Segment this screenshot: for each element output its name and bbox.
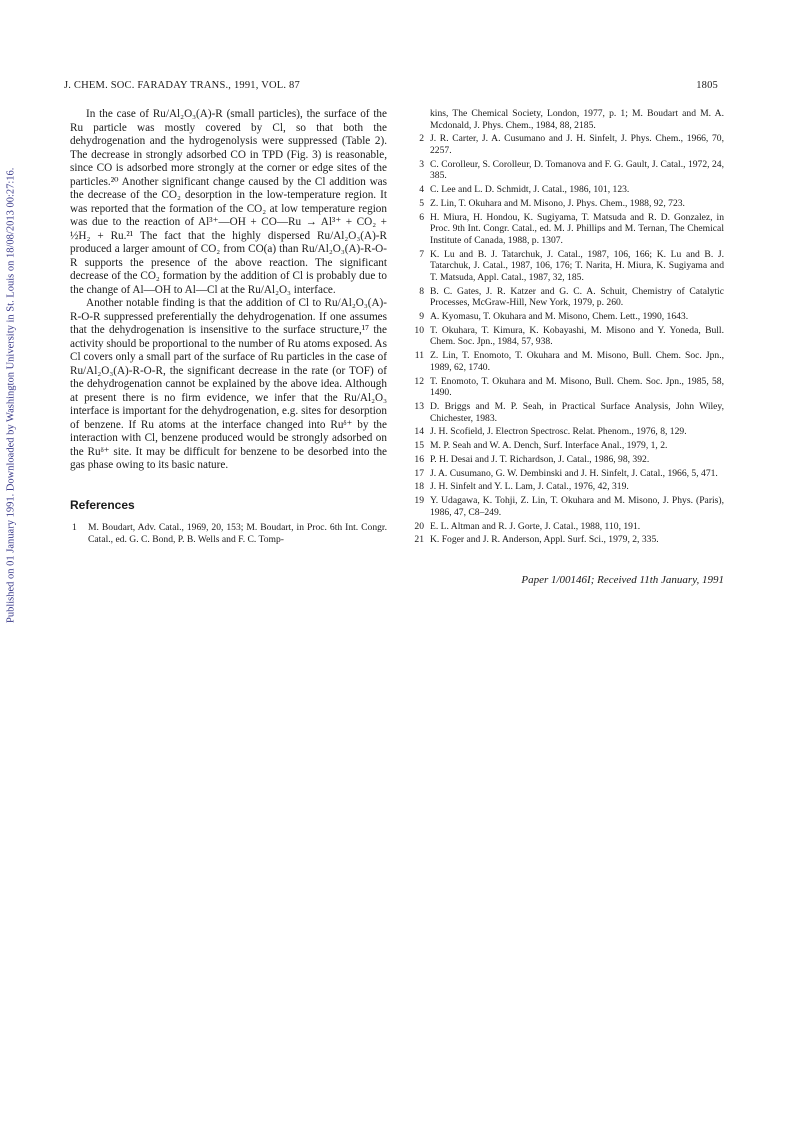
reference-item [408,108,724,131]
reference-item [408,184,724,196]
left-column [70,108,387,547]
reference-text: T. Enomoto, T. Okuhara and M. Misono, Bull. Chem. Soc. Jpn., 1985, 58, 1490. [430,375,724,399]
reference-item [408,495,724,518]
reference-number: 15 [414,440,424,452]
reference-number: 10 [414,324,424,336]
reference-item [408,249,724,284]
download-watermark: Published on 01 January 1991. Downloaded by Washington University in St. Louis on 18/08/2013 00:27:16. [5,167,17,623]
reference-text: T. Okuhara, T. Kimura, K. Kobayashi, M. Misono and Y. Yoneda, Bull. Chem. Soc. Jpn., 1984, 57, 938. [430,324,724,348]
reference-text: P. H. Desai and J. T. Richardson, J. Catal., 1986, 98, 392. [430,453,650,465]
references-heading: References [70,497,135,512]
reference-item [408,350,724,373]
reference-list-left [70,522,387,545]
body-paragraph: Another notable finding is that the addition of Cl to Ru/Al₂O₃(A)-R-O-R suppressed preferentially the dehydrogenation. If one assumes that the dehydrogenation is insensitive to the surface structure,¹⁷ the activity should be proportional to the number of Ru atoms exposed. As Cl covers only a small part of the surface of Ru particles in the case of Ru/Al₂O₃(A)-R-O-R, the significant decrease in the rate (or TOF) of the dehydrogenation cannot be explained by the above idea. Although at present there is no firm evidence, we infer that the Ru/Al₂O₃ interface is important for the dehydrogenation, e.g. sites for desorption of benzene. If Ru atoms at the interface changed into Ruᵟ⁺ by the interaction with Cl, benzene produced would be strongly adsorbed on the Ruᵟ⁺ site. It may be difficult for benzene to be desorbed into the gas phase owing to its basic nature. [70,297,387,471]
reference-text: C. Lee and L. D. Schmidt, J. Catal., 1986, 101, 123. [430,184,630,196]
body-paragraph: In the case of Ru/Al₂O₃(A)-R (small particles), the surface of the Ru particle was mostly covered by Cl, so that both the dehydrogenation and the hydrogenolysis were suppressed (Table 2). The decrease in strongly adsorbed CO in TPD (Fig. 3) is reasonable, since CO is adsorbed more strongly at the corner or edge sites of the particles.²⁰ Another significant change caused by the Cl addition was the decrease of the CO₂ desorption in the low-temperature region. It was reported that the formation of the CO₂ at low temperature region was due to the reaction of Al³⁺—OH + CO—Ru → Al³⁺ + CO₂ + ½H₂ + Ru.²¹ The fact that the highly dispersed Ru/Al₂O₃(A)-R produced a larger amount of CO₂ from CO(a) than Ru/Al₂O₃(A)-R-O-R supports the presence of the above reaction. The significant decrease of the CO₂ formation by the addition of Cl is probably due to the change of Al—OH to Al—Cl at the Ru/Al₂O₃ interface. [70,108,387,296]
reference-text: Z. Lin, T. Enomoto, T. Okuhara and M. Misono, Bull. Chem. Soc. Jpn., 1989, 62, 1740. [430,350,724,373]
reference-item [408,311,724,323]
reference-item [408,440,724,452]
reference-number: 16 [414,453,424,465]
reference-item [70,522,387,545]
reference-item [408,376,724,399]
reference-item [408,198,724,210]
reference-text: kins, The Chemical Society, London, 1977, p. 1; M. Boudart and M. A. Mcdonald, J. Phys. Chem., 1984, 88, 2185. [430,108,724,131]
reference-item [408,212,724,247]
reference-text: J. H. Scofield, J. Electron Spectrosc. Relat. Phenom., 1976, 8, 129. [430,426,687,438]
reference-text: Y. Udagawa, K. Tohji, Z. Lin, T. Okuhara and M. Misono, J. Phys. (Paris), 1986, 47, C8–249. [430,495,724,518]
paper-received-note: Paper 1/00146I; Received 11th January, 1991 [521,574,724,586]
reference-number: 9 [419,311,424,322]
reference-number: 1 [72,522,77,533]
reference-text: C. Corolleur, S. Corolleur, D. Tomanova and F. G. Gault, J. Catal., 1972, 24, 385. [430,158,724,182]
reference-text: M. Boudart, Adv. Catal., 1969, 20, 153; M. Boudart, in Proc. 6th Int. Congr. Catal., ed. G. C. Bond, P. B. Wells and F. C. Tomp- [88,522,387,545]
reference-number: 8 [419,285,424,297]
reference-number: 18 [414,481,424,493]
reference-number: 13 [414,400,424,412]
reference-item [408,521,724,533]
reference-list-right [408,108,724,546]
reference-text: Z. Lin, T. Okuhara and M. Misono, J. Phys. Chem., 1988, 92, 723. [430,197,685,209]
reference-number: 5 [419,197,424,209]
reference-item [408,325,724,348]
reference-item [408,426,724,438]
reference-text: K. Foger and J. R. Anderson, Appl. Surf. Sci., 1979, 2, 335. [430,534,659,546]
reference-text: J. A. Cusumano, G. W. Dembinski and J. H. Sinfelt, J. Catal., 1966, 5, 471. [430,467,718,479]
reference-number: 2 [419,133,424,145]
reference-item [408,468,724,480]
reference-item [408,454,724,466]
right-column [408,108,724,548]
reference-item [408,159,724,182]
reference-number [408,108,430,131]
reference-text: E. L. Altman and R. J. Gorte, J. Catal., 1988, 110, 191. [430,520,641,532]
reference-text: A. Kyomasu, T. Okuhara and M. Misono, Chem. Lett., 1990, 1643. [430,311,689,322]
reference-number: 21 [414,534,424,546]
reference-item [408,286,724,309]
journal-citation: J. CHEM. SOC. FARADAY TRANS., 1991, VOL. 87 [64,80,300,91]
reference-item [408,401,724,424]
reference-number: 11 [414,350,424,362]
reference-item [408,534,724,546]
reference-number: 19 [414,495,424,507]
reference-number: 20 [414,520,424,532]
reference-number: 17 [414,467,424,479]
reference-text: D. Briggs and M. P. Seah, in Practical Surface Analysis, John Wiley, Chichester, 1983. [430,400,724,424]
reference-text: M. P. Seah and W. A. Dench, Surf. Interface Anal., 1979, 1, 2. [430,440,668,452]
reference-number: 3 [419,158,424,170]
reference-text: J. H. Sinfelt and Y. L. Lam, J. Catal., 1976, 42, 319. [430,481,629,493]
reference-number: 6 [419,211,424,223]
reference-text: K. Lu and B. J. Tatarchuk, J. Catal., 1987, 106, 166; K. Lu and B. J. Tatarchuk, J. Catal., 1987, 106, 176; T. Narita, H. Miura, K. Sugiyama and T. Matsuda, Appl. Catal., 1987, 32, 185. [430,248,724,283]
reference-text: H. Miura, H. Hondou, K. Sugiyama, T. Matsuda and R. D. Gonzalez, in Proc. 9th Int. Congr. Catal., ed. M. J. Phillips and M. Ternan, The Chemical Institute of Canada, 1988, p. 1307. [430,211,724,246]
reference-text: B. C. Gates, J. R. Katzer and G. C. A. Schuit, Chemistry of Catalytic Processes, McGraw-Hill, New York, 1979, p. 260. [430,285,724,309]
reference-item [408,133,724,156]
reference-text: J. R. Carter, J. A. Cusumano and J. H. Sinfelt, J. Phys. Chem., 1966, 70, 2257. [430,133,724,156]
reference-number: 7 [419,248,424,260]
reference-number: 12 [414,375,424,387]
page-number: 1805 [696,80,718,91]
reference-item [408,481,724,493]
reference-number: 4 [419,184,424,196]
reference-number: 14 [414,426,424,438]
